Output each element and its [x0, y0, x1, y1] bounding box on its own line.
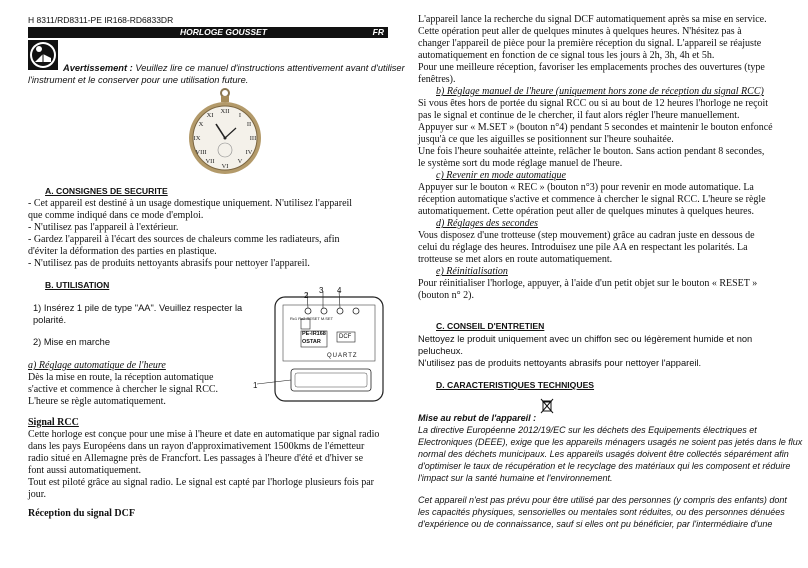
step-a-title: a) Réglage automatique de l'heure	[28, 360, 166, 371]
svg-text:XII: XII	[220, 108, 230, 115]
header-bar	[28, 27, 388, 38]
diagram-button-labels: Rc1 Rc2 RESET M.SET	[290, 316, 334, 321]
diagram-quartz: QUARTZ	[327, 353, 358, 359]
signal-rcc-line-6: jour.	[28, 489, 47, 500]
dcf-line-2: Cette opération peut aller de quelques minutes à quelques heures. N'hésitez pas à	[418, 26, 742, 37]
section-c-line-1: Nettoyez le produit uniquement avec un chiffon sec ou légèrement humide et non	[418, 334, 753, 344]
capacity-line-1: Cet appareil n'est pas prévu pour être utilisé par des personnes (y compris des enfants) dont	[418, 495, 787, 505]
dcf-line-3: changer l'appareil de pièce pour la première réception du signal. L'appareil se réajuste	[418, 38, 762, 49]
diagram-model-1: PE-IR168	[302, 331, 326, 337]
header-title: HORLOGE GOUSSET	[180, 27, 267, 37]
diagram-label-1: 1	[253, 381, 258, 390]
step-c-line-1: Appuyer sur le bouton « REC » (bouton n°3) pour revenir en mode automatique. La	[418, 182, 754, 193]
svg-text:III: III	[249, 135, 257, 142]
step-d-line-2: celui du réglage des heures. Introduisez une pile AA en respectant les polarités. La	[418, 242, 748, 253]
svg-text:X: X	[198, 121, 204, 128]
dcf-line-5: Pour une meilleure réception, favoriser les emplacements proches des ouvertures (type	[418, 62, 765, 73]
signal-rcc-line-3: radio situé en Allemagne près de Francfort. Les passages à l'heure d'été et d'hiver se	[28, 453, 364, 464]
pocket-watch-image	[186, 88, 264, 176]
disposal-line-5: l'impact sur la santé humaine et l'environnement.	[418, 473, 613, 483]
dcf-line-1: L'appareil lance la recherche du signal DCF automatiquement après sa mise en service.	[418, 14, 767, 25]
section-a-line-6: - N'utilisez pas de produits nettoyants abrasifs pour nettoyer l'appareil.	[28, 258, 310, 269]
disposal-line-2: Electroniques (DEEE), exige que les appareils ménagers usagés ne soient pas jetés dans le flux	[418, 437, 803, 447]
step-b-line-5: Une fois l'heure souhaitée atteinte, relâcher le bouton. Sans action pendant 8 secondes,	[418, 146, 765, 157]
svg-text:V: V	[237, 158, 243, 165]
signal-rcc-title: Signal RCC	[28, 417, 79, 428]
svg-text:I: I	[238, 112, 242, 119]
step-c-line-3: automatiquement. Cette opération peut aller de quelques minutes à quelques heures.	[418, 206, 755, 217]
signal-rcc-line-5: Tout est piloté grâce au signal radio. Le signal est capté par l'horloge plusieurs fois par	[28, 477, 374, 488]
section-a-line-5: d'éviter la déformation des parties en plastique.	[28, 246, 217, 257]
svg-text:VII: VII	[205, 158, 215, 165]
step-a-line-1: Dès la mise en route, la réception automatique	[28, 372, 214, 383]
document-reference: H 8311/RD8311-PE IR168-RD6833DR	[28, 15, 174, 25]
step-d-line-1: Vous disposez d'une trotteuse (step mouvement) grâce au cadran juste en dessous de	[418, 230, 755, 241]
svg-text:IV: IV	[245, 149, 253, 156]
disposal-line-4: d'optimiser le taux de récupération et le recyclage des matériaux qui les composent et réduire	[418, 461, 791, 471]
step-a-line-2: s'active et commence à chercher le signal RCC.	[28, 384, 219, 395]
section-a-line-1: - Cet appareil est destiné à un usage domestique uniquement. N'utilisez l'appareil	[28, 198, 353, 209]
diagram-label-3: 3	[319, 286, 324, 295]
read-manual-icon	[28, 40, 58, 70]
diagram-model-2: OSTAR	[302, 339, 321, 345]
capacity-line-2: les capacités physiques, sensorielles ou mentales sont réduites, ou des personnes dénuées	[418, 507, 785, 517]
step-2: 2) Mise en marche	[33, 337, 110, 347]
section-a-title: A. CONSIGNES DE SECURITE	[45, 186, 168, 196]
svg-text:II: II	[246, 121, 252, 128]
dcf-line-6: fenêtres).	[418, 74, 456, 85]
warning-line-1: Avertissement : Veuillez lire ce manuel d'instructions attentivement avant d'utiliser	[63, 63, 405, 73]
diagram-dcf: DCF	[339, 334, 352, 340]
step-b-line-2: pas le signal et continue de le chercher, il faut alors régler l'heure manuellement.	[418, 110, 740, 121]
section-c-title: C. CONSEIL D'ENTRETIEN	[436, 321, 545, 331]
section-a-line-3: - N'utilisez pas l'appareil à l'extérieur.	[28, 222, 179, 233]
section-d-title: D. CARACTERISTIQUES TECHNIQUES	[436, 380, 595, 390]
diagram-label-2: 2	[304, 291, 309, 300]
warning-line-2: l'instrument et le conserver pour une utilisation future.	[28, 75, 249, 85]
step-c-line-2: réception automatique s'active et commence à chercher le signal RCC. L'heure se règle	[418, 194, 766, 205]
signal-rcc-line-2: dans les pays Européens dans un rayon d'approximativement 1500kms de l'émetteur	[28, 441, 365, 452]
step-e-title: e) Réinitialisation	[436, 266, 508, 277]
step-e-line-1: Pour réinitialiser l'horloge, appuyer, à l'aide d'un petit objet sur le bouton « RESET »	[418, 278, 758, 289]
section-a-line-2: que comme indiqué dans ce mode d'emploi.	[28, 210, 204, 221]
step-b-title: b) Réglage manuel de l'heure (uniquement hors zone de réception du signal RCC)	[436, 86, 764, 97]
dcf-line-4: automatiquement en fonction de ce signal tous les jours à 2h, 3h, 4h et 5h.	[418, 50, 715, 61]
step-c-title: c) Revenir en mode automatique	[436, 170, 566, 181]
svg-text:IX: IX	[193, 135, 201, 142]
svg-text:XI: XI	[206, 112, 214, 119]
step-a-line-3: L'heure se règle automatiquement.	[28, 396, 166, 407]
step-b-line-4: jusqu'à ce que les aiguilles se positionnent sur l'heure souhaitée.	[418, 134, 674, 145]
diagram-label-4: 4	[337, 286, 342, 295]
step-d-title: d) Réglages des secondes	[436, 218, 538, 229]
weee-bin-icon	[540, 398, 554, 414]
section-c-line-3: N'utilisez pas de produits nettoyants abrasifs pour nettoyer l'appareil.	[418, 358, 702, 368]
step-b-line-1: Si vous êtes hors de portée du signal RCC ou si au bout de 12 heures l'horloge ne reçoit	[418, 98, 769, 109]
disposal-line-1: La directive Européenne 2012/19/EC sur les déchets des Equipements électriques et	[418, 425, 757, 435]
signal-rcc-line-4: font aussi automatiquement.	[28, 465, 142, 476]
disposal-title: Mise au rebut de l'appareil :	[418, 413, 537, 423]
svg-text:VI: VI	[221, 163, 229, 170]
step-1-line-2: polarité.	[33, 315, 67, 325]
clock-back-diagram	[253, 283, 393, 405]
disposal-line-3: normal des déchets municipaux. Les appareils usagés doivent être collectés séparément afin	[418, 449, 789, 459]
svg-text:VIII: VIII	[195, 149, 207, 156]
step-b-line-6: le système sort du mode réglage manuel de l'heure.	[418, 158, 623, 169]
step-b-line-3: Appuyer sur « M.SET » (bouton n°4) pendant 5 secondes et maintenir le bouton enfoncé	[418, 122, 773, 133]
header-lang: FR	[372, 27, 384, 37]
section-a-line-4: - Gardez l'appareil à l'écart des sources de chaleurs comme les radiateurs, afin	[28, 234, 340, 245]
dcf-title: Réception du signal DCF	[28, 508, 135, 519]
section-b-title: B. UTILISATION	[45, 280, 110, 290]
step-d-line-3: trotteuse se met alors en route automatiquement.	[418, 254, 613, 265]
step-e-line-2: (bouton n° 2).	[418, 290, 474, 301]
section-c-line-2: pelucheux.	[418, 346, 463, 356]
signal-rcc-line-1: Cette horloge est conçue pour une mise à l'heure et date en automatique par signal radio	[28, 429, 380, 440]
capacity-line-3: d'expérience ou de connaissance, sauf si elles ont pu bénéficier, par l'intermédiaire d'une	[418, 519, 773, 529]
step-1-line-1: 1) Insérez 1 pile de type "AA". Veuillez respecter la	[33, 303, 243, 313]
